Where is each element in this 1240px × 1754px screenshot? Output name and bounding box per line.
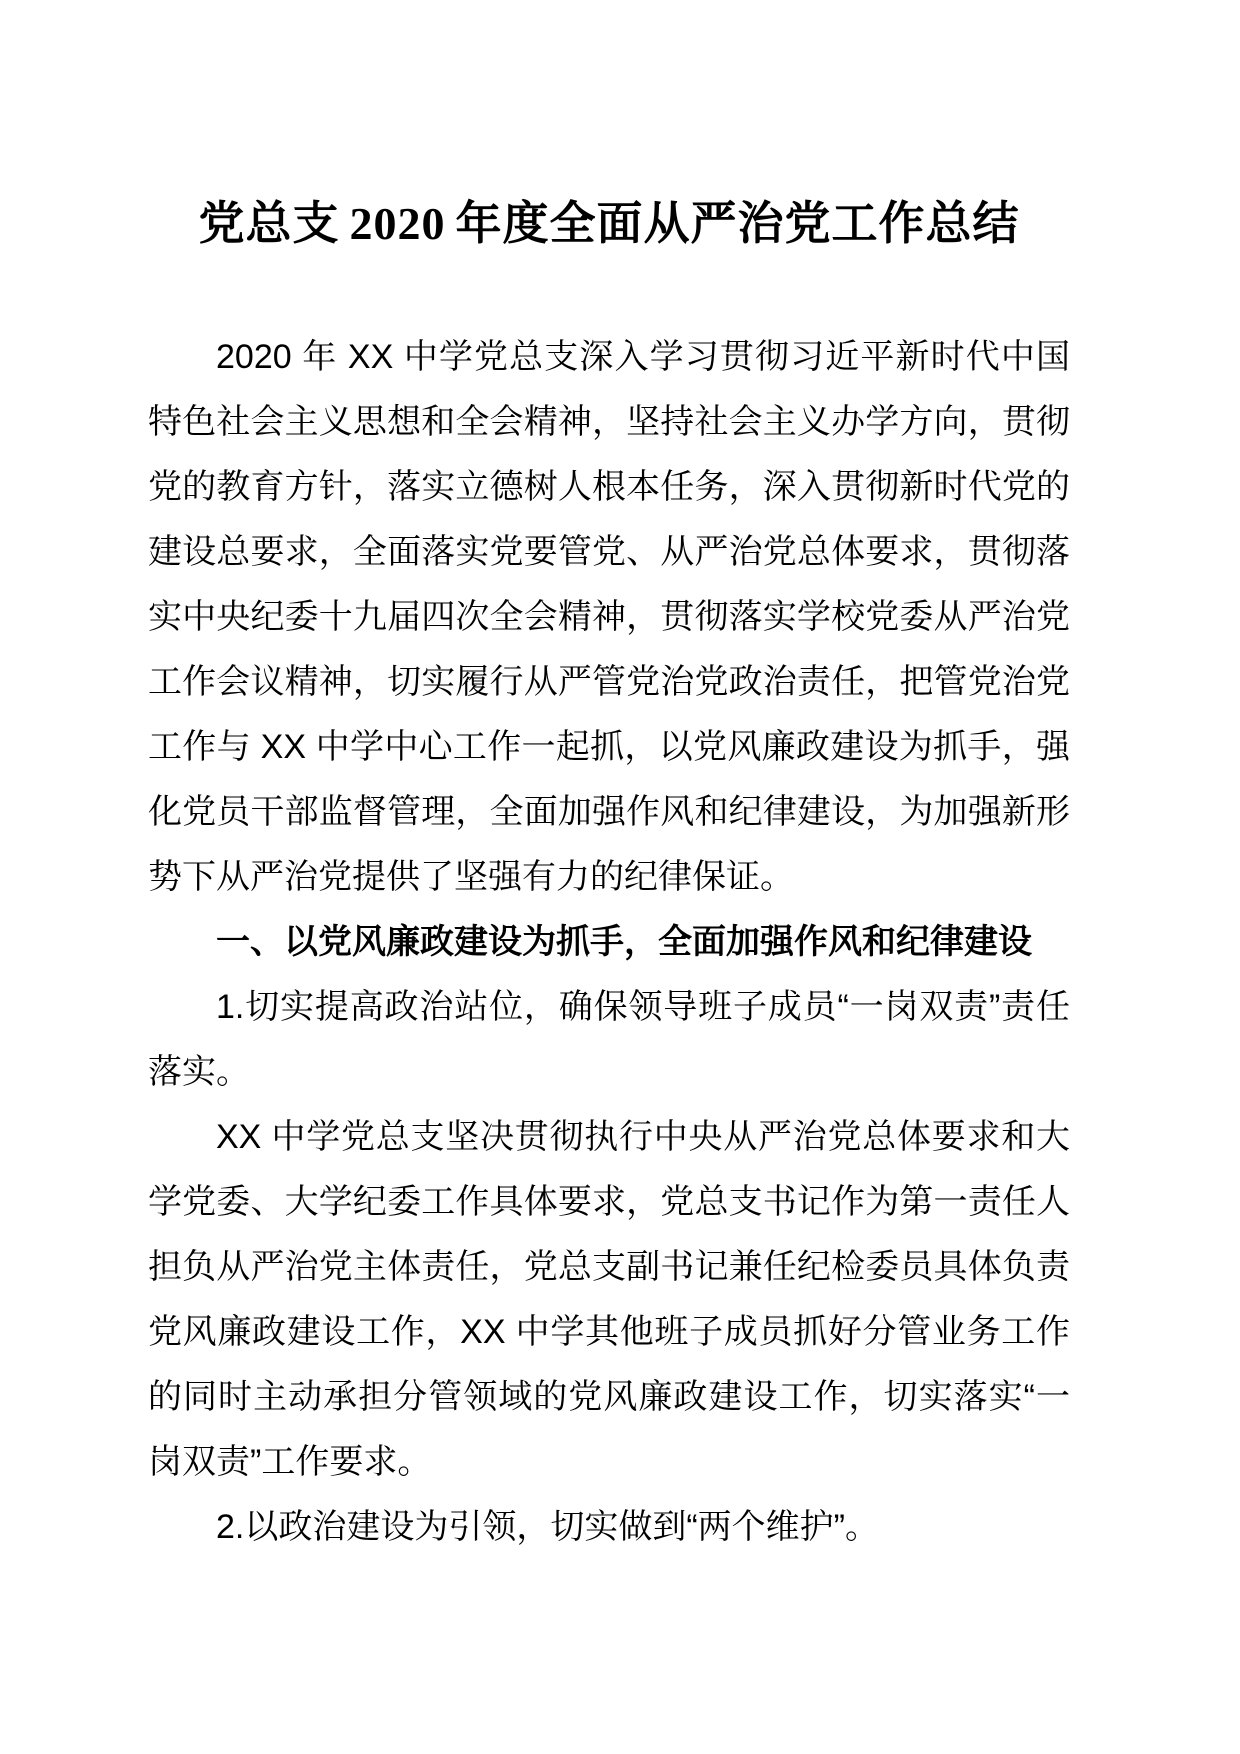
subitem-paragraph-1: 1.切实提高政治站位，确保领导班子成员“一岗双责”责任落实。 xyxy=(148,988,1070,1091)
document-title-prefix: 党总支 xyxy=(198,197,340,249)
section-heading-1: 一、以党风廉政建设为抓手，全面加强作风和纪律建设 xyxy=(216,923,1032,961)
document-title xyxy=(148,186,1070,261)
opening-paragraph: 2020 年 XX 中学党总支深入学习贯彻习近平新时代中国特色社会主义思想和全会精神，坚持社会主义办学方向，贯彻党的教育方针，落实立德树人根本任务，深入贯彻新时代党的建设总要求，全面落实党要管党、从严治党总体要求，贯彻落实中央纪委十九届四次全会精神，贯彻落实学校党委从严治党工作会议精神，切实履行从严管党治党政治责任，把管党治党工作与 XX 中学中心工作一起抓，以党风廉政建设为抓手，强化党员干部监督管理，全面加强作风和纪律建设，为加强新形势下从严治党提供了坚强有力的纪律保证。 xyxy=(148,338,1070,896)
document-body xyxy=(148,325,1070,1560)
subitem-detail-paragraph: XX 中学党总支坚决贯彻执行中央从严治党总体要求和大学党委、大学纪委工作具体要求，党总支书记作为第一责任人担负从严治党主体责任，党总支副书记兼任纪检委员具体负责党风廉政建设工作，XX 中学其他班子成员抓好分管业务工作的同时主动承担分管领域的党风廉政建设工作，切实落实“一岗双责”工作要求。 xyxy=(148,1118,1070,1481)
document-title-year: 2020 xyxy=(349,198,446,249)
document-title-suffix: 年度全面从严治党工作总结 xyxy=(455,197,1020,249)
subitem-paragraph-2: 2.以政治建设为引领，切实做到“两个维护”。 xyxy=(216,1508,879,1546)
